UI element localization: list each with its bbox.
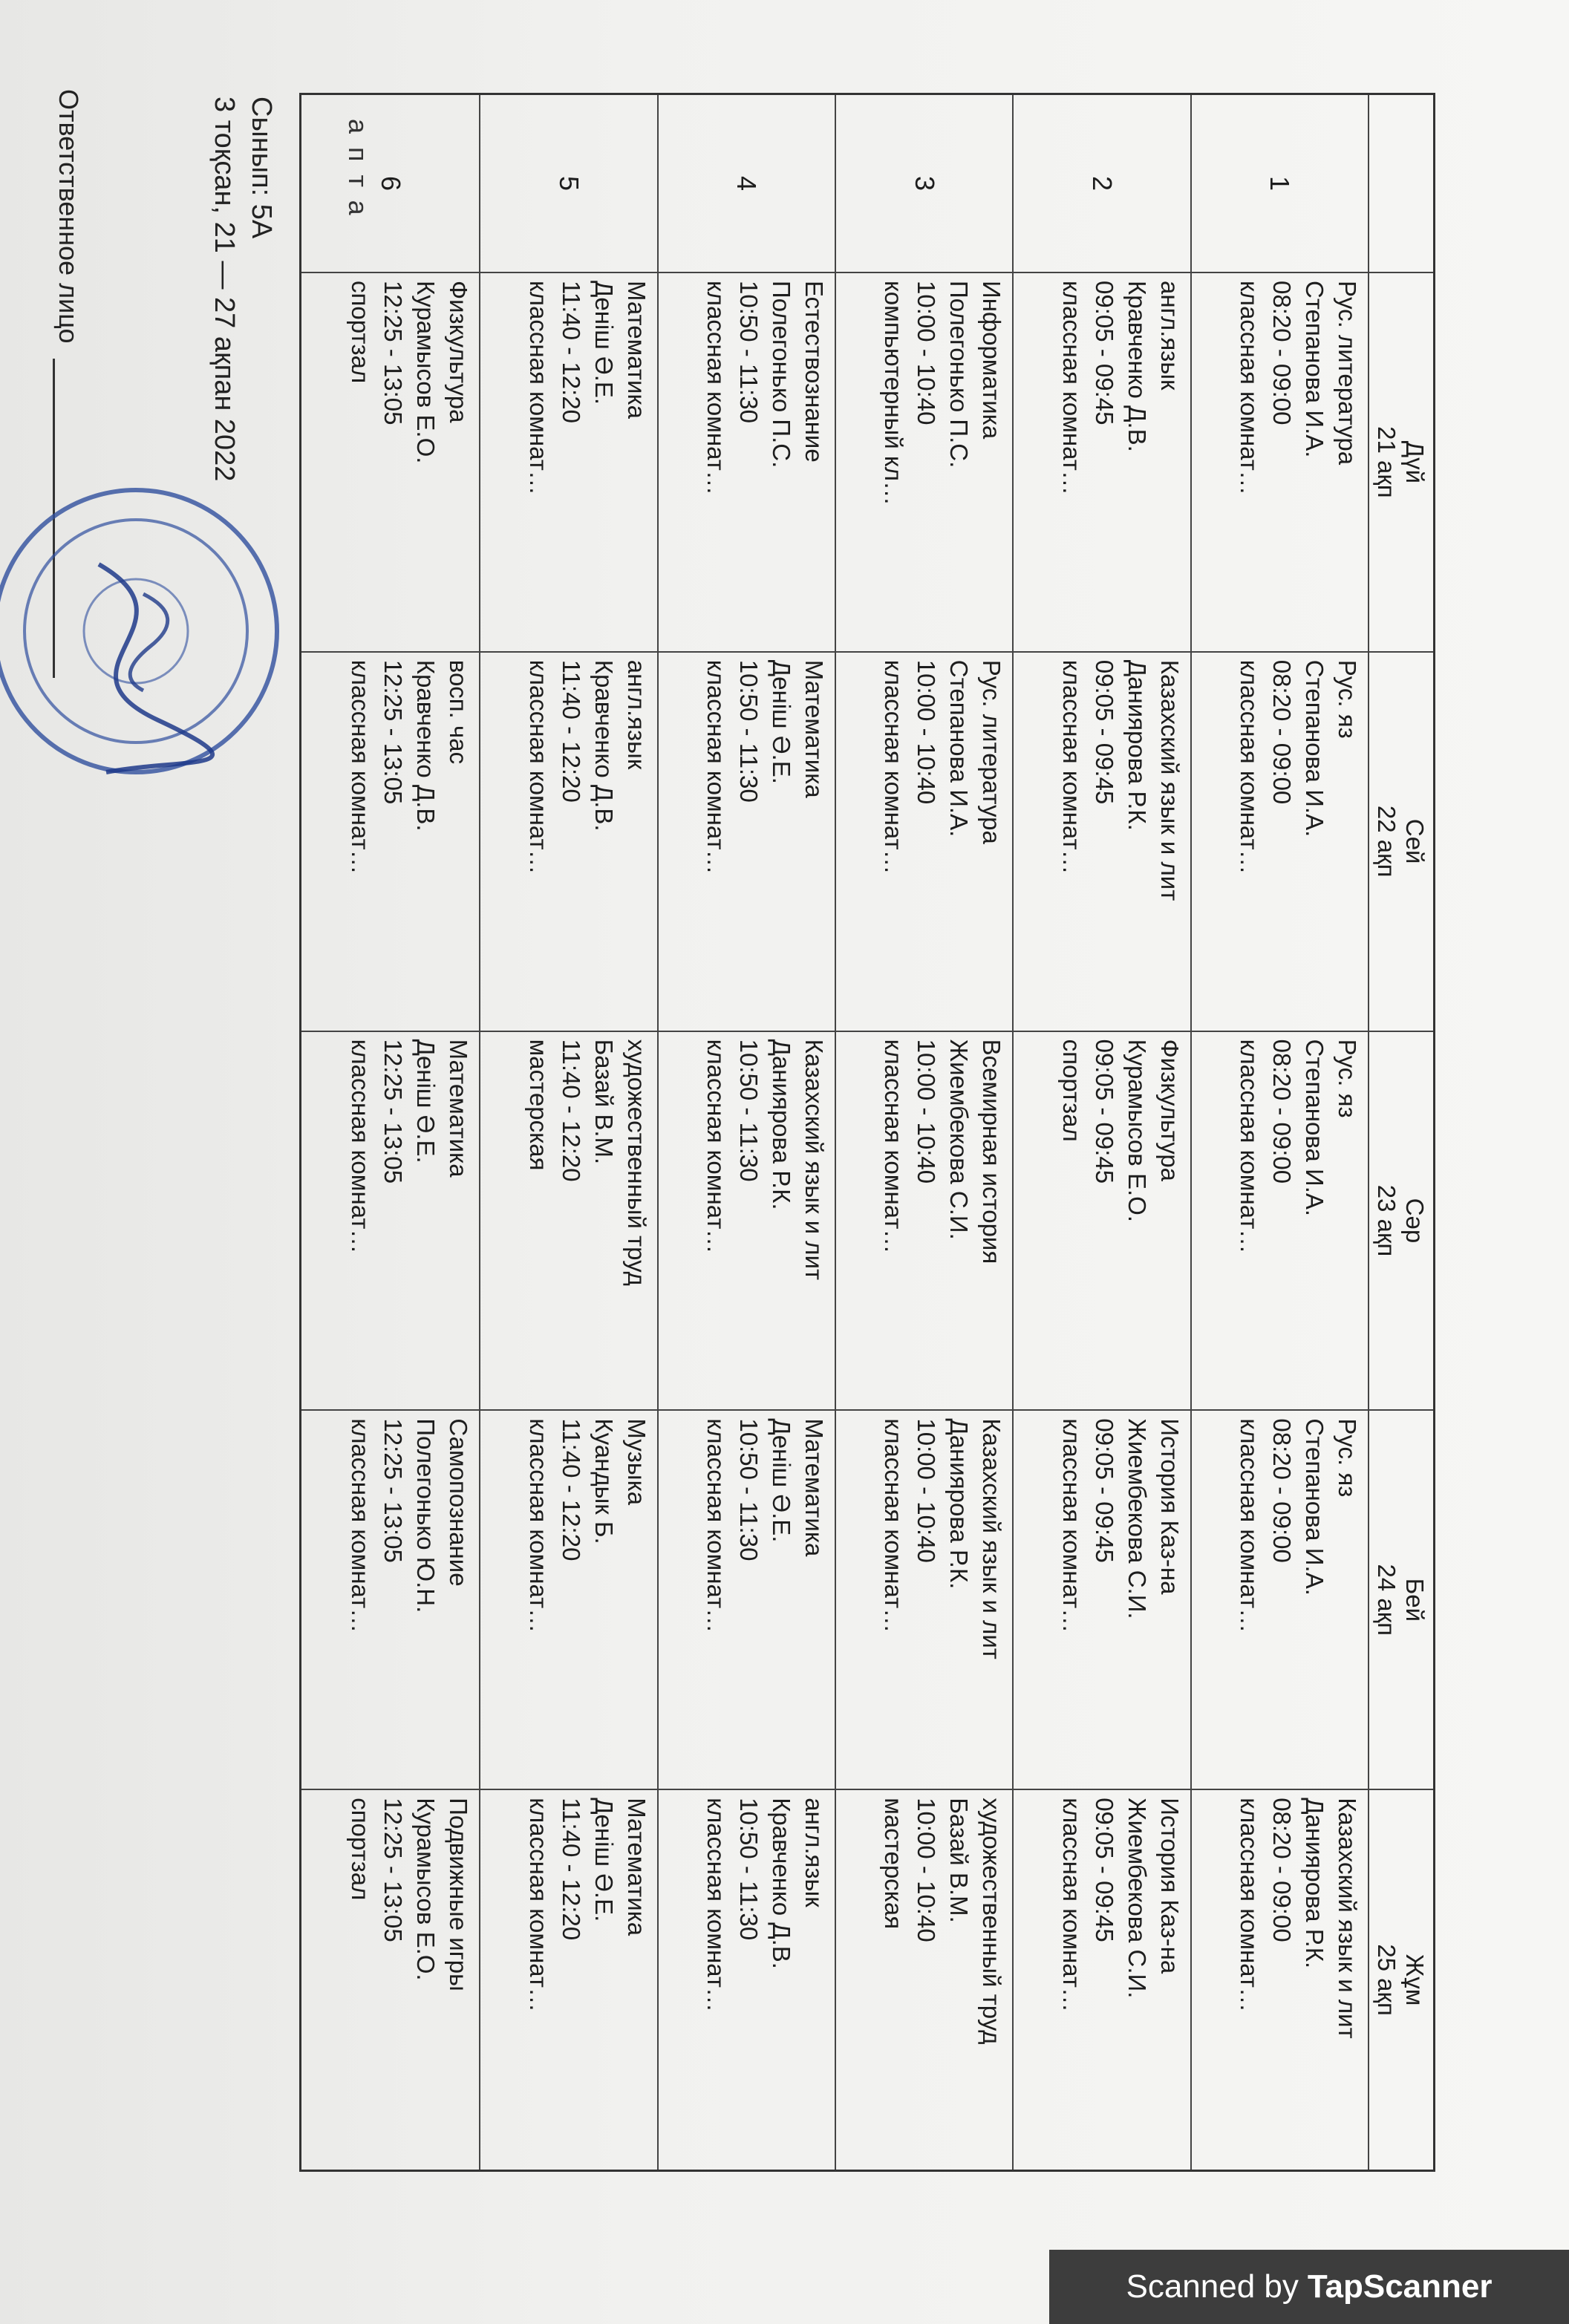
lesson-room: мастерская [880,1798,908,1930]
lesson-cell [1190,653,1368,1032]
lesson-subject: Рус. яз [1334,659,1361,739]
lesson-cell [479,1411,656,1790]
lesson-cell [835,1790,1012,2170]
watermark-brand: TapScanner [1307,2268,1493,2305]
lesson-teacher: Жиембекова С.И. [945,1039,973,1240]
lesson-subject: Казахский язык и лит [1155,659,1184,901]
lesson-room: классная комнат… [880,1039,908,1254]
lesson-cell [835,1032,1012,1411]
lesson-cell [1190,1411,1368,1790]
lesson-cell [657,653,835,1032]
lesson-subject: Математика [445,1039,473,1178]
lesson-subject: англ.язык [1155,281,1184,391]
period-number: 1 [1190,95,1368,273]
lesson-room: классная комнат… [1057,1418,1086,1633]
lesson-subject: Рус. яз [1334,1418,1361,1498]
lesson-time: 10:00 - 10:40 [913,281,941,425]
lesson-time: 10:00 - 10:40 [913,1418,941,1563]
lesson-cell [301,653,479,1032]
lesson-teacher: Жиембекова С.И. [1123,1798,1151,1999]
lesson-time: 10:50 - 11:30 [735,1418,763,1561]
lesson-teacher: Куандык Б. [590,1418,618,1544]
lesson-subject: Математика [622,281,650,419]
lesson-subject: англ.язык [622,659,650,770]
lesson-time: 10:00 - 10:40 [913,1039,941,1184]
lesson-cell [657,1790,835,2170]
lesson-room: классная комнат… [524,1798,552,2013]
lesson-room: классная комнат… [702,1039,731,1254]
lesson-cell [835,653,1012,1032]
lesson-time: 10:00 - 10:40 [913,1798,941,1942]
lesson-time: 11:40 - 12:20 [557,1798,585,1941]
lesson-cell [301,1790,479,2170]
lesson-teacher: Степанова И.А. [1301,1039,1328,1217]
lesson-time: 10:50 - 11:30 [735,1798,763,1941]
lesson-room: спортзал [347,1798,375,1901]
lesson-teacher: Степанова И.А. [1301,659,1328,838]
lesson-teacher: Жиембекова С.И. [1123,1418,1151,1619]
lesson-teacher: Кравченко Д.В. [768,1798,796,1969]
lesson-subject: Естествознание [800,281,829,463]
lesson-time: 08:20 - 09:00 [1268,1039,1296,1184]
lesson-cell [301,1411,479,1790]
day-header [1368,1032,1433,1411]
week-label: апта [343,119,374,229]
lesson-time: 12:25 - 13:05 [379,659,408,805]
lesson-time: 09:05 - 09:45 [1090,659,1118,805]
lesson-room: классная комнат… [347,1418,375,1633]
responsible-label: Ответственное лицо [53,89,84,344]
class-title: Сынып: 5А [246,97,277,239]
lesson-cell [657,1411,835,1790]
period-number: 6 [301,95,479,273]
lesson-time: 09:05 - 09:45 [1090,281,1118,425]
lesson-cell [1190,1790,1368,2170]
lesson-cell [479,653,656,1032]
lesson-subject: Математика [622,1798,650,1936]
lesson-time: 10:50 - 11:30 [735,281,763,424]
lesson-teacher: Степанова И.А. [1301,281,1328,458]
day-date: 23 ақп [1373,1184,1400,1257]
lesson-cell [657,273,835,653]
lesson-time: 08:20 - 09:00 [1268,659,1296,805]
lesson-subject: Информатика [978,281,1006,440]
lesson-room: классная комнат… [1236,1039,1263,1254]
lesson-teacher: Курамысов Е.О. [412,1798,440,1981]
lesson-cell [1190,1032,1368,1411]
lesson-teacher: Степанова И.А. [1301,1418,1328,1596]
table-corner [1368,95,1433,273]
lesson-subject: Казахский язык и лит [800,1039,829,1281]
lesson-teacher: Деніш Ә.Е. [768,1418,796,1543]
lesson-teacher: Полегонько Ю.Н. [412,1418,440,1613]
period-number: 4 [657,95,835,273]
day-header [1368,1411,1433,1790]
lesson-subject: Музыка [622,1418,650,1506]
lesson-teacher: Курамысов Е.О. [1123,1039,1151,1222]
scanner-watermark [1049,2250,1569,2324]
day-date: 22 ақп [1373,805,1400,878]
lesson-time: 10:00 - 10:40 [913,659,941,805]
lesson-teacher: Степанова И.А. [945,659,973,838]
lesson-subject: англ.язык [800,1798,829,1907]
lesson-time: 10:50 - 11:30 [735,1039,763,1182]
lesson-teacher: Базай В.М. [945,1798,973,1923]
day-date: 21 ақп [1373,426,1400,498]
day-header [1368,1790,1433,2170]
lesson-subject: Казахский язык и лит [978,1418,1006,1659]
lesson-room: классная комнат… [702,281,731,495]
lesson-teacher: Даниярова Р.К. [768,1039,796,1210]
lesson-subject: Рус. литература [1334,281,1361,466]
lesson-subject: Подвижные игры [445,1798,473,1991]
lesson-time: 11:40 - 12:20 [557,281,585,424]
lesson-teacher: Кравченко Д.В. [1123,281,1151,452]
day-name: Дүй [1401,440,1429,484]
lesson-cell [1190,273,1368,653]
lesson-teacher: Полегонько П.С. [945,281,973,469]
lesson-time: 10:50 - 11:30 [735,659,763,803]
lesson-subject: Казахский язык и лит [1334,1798,1361,2039]
lesson-time: 12:25 - 13:05 [379,281,408,425]
lesson-subject: История Каз-на [1155,1798,1184,1974]
lesson-cell [835,1411,1012,1790]
lesson-teacher: Курамысов Е.О. [412,281,440,464]
lesson-cell [301,1032,479,1411]
lesson-time: 12:25 - 13:05 [379,1798,408,1942]
lesson-teacher: Кравченко Д.В. [412,659,440,832]
lesson-teacher: Кравченко Д.В. [590,659,618,832]
lesson-subject: Физкультура [445,281,473,423]
lesson-room: спортзал [347,281,375,384]
lesson-time: 11:40 - 12:20 [557,1039,585,1182]
school-stamp [0,475,292,787]
lesson-room: классная комнат… [1236,659,1263,875]
lesson-subject: художественный труд [622,1039,650,1286]
day-name: Бей [1401,1578,1429,1622]
lesson-subject: Физкультура [1155,1039,1184,1182]
day-name: Сей [1401,818,1429,864]
lesson-room: классная комнат… [1057,1798,1086,2013]
lesson-room: классная комнат… [702,1798,731,2013]
schedule-table [299,93,1435,2172]
lesson-teacher: Базай В.М. [590,1039,618,1165]
period-number: 5 [479,95,656,273]
lesson-time: 11:40 - 12:20 [557,1418,585,1561]
lesson-cell [1012,1790,1190,2170]
lesson-room: спортзал [1057,1039,1086,1142]
lesson-room: классная комнат… [880,659,908,875]
lesson-room: компьютерный кл… [880,281,908,506]
lesson-subject: восп. час [445,659,473,765]
day-header [1368,273,1433,653]
lesson-room: классная комнат… [347,659,375,875]
lesson-cell [1012,1411,1190,1790]
lesson-teacher: Даниярова Р.К. [1301,1798,1328,1969]
lesson-cell [479,1032,656,1411]
lesson-time: 08:20 - 09:00 [1268,1798,1296,1942]
lesson-cell [657,1032,835,1411]
lesson-room: классная комнат… [1057,281,1086,495]
lesson-cell [1012,273,1190,653]
lesson-teacher: Деніш Ә.Е. [768,659,796,784]
lesson-teacher: Даниярова Р.К. [945,1418,973,1590]
lesson-room: классная комнат… [880,1418,908,1633]
lesson-subject: Самопознание [445,1418,473,1587]
lesson-cell [1012,653,1190,1032]
lesson-subject: История Каз-на [1155,1418,1184,1595]
lesson-time: 12:25 - 13:05 [379,1039,408,1184]
lesson-room: классная комнат… [702,659,731,875]
lesson-room: мастерская [524,1039,552,1171]
day-date: 24 ақп [1373,1564,1400,1636]
lesson-cell [835,273,1012,653]
lesson-subject: Рус. яз [1334,1039,1361,1118]
lesson-time: 08:20 - 09:00 [1268,281,1296,425]
period-number: 2 [1012,95,1190,273]
lesson-time: 11:40 - 12:20 [557,659,585,803]
day-name: Жұм [1401,1953,1429,2006]
lesson-room: классная комнат… [1236,281,1263,495]
lesson-room: классная комнат… [524,281,552,495]
lesson-teacher: Деніш Ә.Е. [590,1798,618,1922]
lesson-teacher: Деніш Ә.Е. [590,281,618,405]
lesson-teacher: Полегонько П.С. [768,281,796,469]
lesson-subject: Математика [800,659,829,798]
day-header [1368,653,1433,1032]
period-number: 3 [835,95,1012,273]
lesson-subject: Математика [800,1418,829,1557]
lesson-room: классная комнат… [702,1418,731,1633]
lesson-room: классная комнат… [524,1418,552,1633]
day-name: Сәр [1401,1198,1429,1244]
lesson-subject: художественный труд [978,1798,1006,2045]
lesson-cell [1012,1032,1190,1411]
lesson-subject: Всемирная история [978,1039,1006,1264]
lesson-cell [479,273,656,653]
lesson-subject: Рус. литература [978,659,1006,844]
lesson-room: классная комнат… [1236,1418,1263,1633]
lesson-time: 08:20 - 09:00 [1268,1418,1296,1563]
watermark-prefix: Scanned by [1126,2268,1299,2305]
lesson-room: классная комнат… [1236,1798,1263,2013]
lesson-room: классная комнат… [1057,659,1086,875]
lesson-time: 09:05 - 09:45 [1090,1039,1118,1184]
lesson-room: классная комнат… [347,1039,375,1254]
lesson-teacher: Даниярова Р.К. [1123,659,1151,831]
lesson-time: 09:05 - 09:45 [1090,1798,1118,1942]
lesson-teacher: Деніш Ә.Е. [412,1039,440,1163]
lesson-time: 09:05 - 09:45 [1090,1418,1118,1563]
lesson-cell [301,273,479,653]
lesson-room: классная комнат… [524,659,552,875]
lesson-time: 12:25 - 13:05 [379,1418,408,1563]
day-date: 25 ақп [1373,1944,1400,2016]
term-title: 3 тоқсан, 21 — 27 ақпан 2022 [209,97,240,482]
lesson-cell [479,1790,656,2170]
